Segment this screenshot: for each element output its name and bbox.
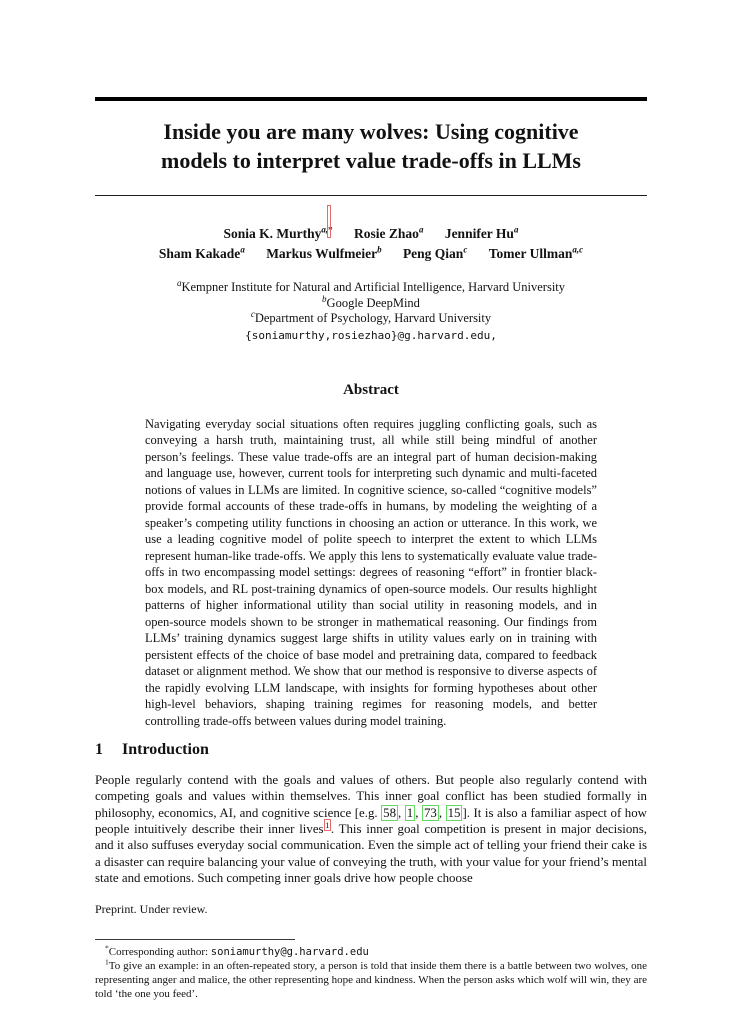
footnote-text: Corresponding author: bbox=[108, 946, 211, 959]
page-content bbox=[95, 0, 647, 1001]
intro-paragraph bbox=[95, 772, 647, 886]
affiliation-block bbox=[95, 277, 647, 344]
citation-link[interactable]: 73 bbox=[423, 805, 437, 820]
author-block bbox=[95, 224, 647, 264]
author-affiliation-letters: a, bbox=[321, 224, 329, 235]
affiliation-text: Kempner Institute for Natural and Artificial Intelligence, Harvard University bbox=[181, 280, 566, 294]
abstract-body: Navigating everyday social situations often requires juggling conflicting goals, such as conveying a harsh truth, maintaining trust, all while still being mindful of another person’s feelings. These value trade-offs are an integral part of human decision-making and language use, however, current tools for interpreting such dynamic and multi-faceted notions of values in LLMs are limited. In cognitive science, so-called “cognitive models” provide formal accounts of these trade-offs in humans, by modeling the weighting of a speaker’s competing utility functions in choosing an action or utterance. In this work, we use a leading cognitive model of polite speech to interpret the extent to which LLMs represent human-like trade-offs. We apply this lens to systematically evaluate value trade-offs in two encompassing model settings: degrees of reasoning “effort” in frontier black-box models, and RL post-training dynamics of open-source models. Our results highlight patterns of higher informational utility than social utility in reasoning models, and in open-source models shown to be stronger in mathematical reasoning. Our findings from LLMs’ training dynamics suggest large shifts in utility values early on in training with persistent effects of the choice of base model and pretraining data, compared to feedback dataset or alignment method. We show that our method is responsive to diverse aspects of the rapidly evolving LLM landscape, with insights for forming hypotheses about other high-level behaviors, shaping training regimes for reasoning models, and better controlling trade-offs between values during model training. bbox=[145, 416, 597, 728]
section-number: 1 bbox=[95, 741, 103, 759]
author-name: Peng Qian bbox=[402, 246, 464, 261]
footnote-link[interactable]: 1 bbox=[325, 819, 330, 830]
affiliation-text: Department of Psychology, Harvard University bbox=[254, 311, 492, 326]
author-affiliation-marker: c bbox=[463, 244, 468, 255]
intro-text: ]. It is also a familiar aspect of how people intuitively describe their inner lives bbox=[95, 805, 647, 836]
author-name: Jennifer Hu bbox=[444, 226, 514, 241]
section-heading-introduction bbox=[95, 740, 647, 760]
title-block bbox=[125, 117, 617, 175]
author-name: Sonia K. Murthy bbox=[223, 226, 322, 241]
paper-title: Inside you are many wolves: Using cognitive models to interpret value trade-offs in LLMs bbox=[161, 119, 581, 173]
footnote-text: To give an example: in an often-repeated story, a person is told that inside them there is a battle between two wolves, one representing anger and malice, the other representing hope and kindness. When the person asks which wolf will win, they are told ‘the one you feed’. bbox=[95, 960, 647, 1001]
author bbox=[266, 246, 381, 261]
preprint-note: Preprint. Under review. bbox=[95, 902, 208, 917]
author-emails: {soniamurthy,rosiezhao}@g.harvard.edu, bbox=[245, 329, 497, 343]
author-affiliation-marker: a bbox=[418, 224, 424, 235]
author-name: Markus Wulfmeier bbox=[266, 246, 378, 261]
affiliation-line bbox=[95, 277, 647, 296]
affiliation-line bbox=[95, 311, 647, 327]
author-affiliation-marker: a bbox=[513, 224, 519, 235]
intro-text: . This inner goal competition is present in major decisions, and it also suffuses everyday social communication. Even the simple act of telling your friend their cake is a disaster can require balancing your value of conveying the truth, with your value for your friend’s mental state and emotions. Such competing inner goals drive how people choose bbox=[95, 822, 647, 885]
author-line-2 bbox=[95, 244, 647, 264]
author bbox=[445, 226, 519, 241]
footnote-marker: 1 bbox=[105, 957, 109, 967]
footnote-rule bbox=[95, 939, 295, 940]
author-name: Tomer Ullman bbox=[488, 246, 573, 261]
abstract-heading: Abstract bbox=[343, 381, 399, 398]
citation-link[interactable]: 58 bbox=[383, 805, 397, 820]
affiliation-marker: a bbox=[176, 277, 182, 288]
footnote-block bbox=[95, 945, 647, 1001]
section-title: Introduction bbox=[122, 741, 209, 759]
author-affiliation-marker: a bbox=[240, 244, 245, 255]
citation-separator: , bbox=[438, 805, 446, 820]
corresponding-star: * bbox=[328, 224, 333, 235]
author bbox=[489, 246, 583, 261]
corresponding-author-link[interactable] bbox=[328, 225, 333, 235]
affiliation-text: Google DeepMind bbox=[326, 295, 420, 310]
citation-link[interactable]: 15 bbox=[447, 805, 461, 820]
author bbox=[354, 226, 423, 241]
author bbox=[403, 246, 467, 261]
footnote-corresponding bbox=[95, 945, 647, 959]
author-line-1 bbox=[95, 224, 647, 244]
author-affiliation-marker bbox=[321, 225, 332, 235]
affiliation-marker: b bbox=[322, 293, 327, 304]
top-rule bbox=[95, 97, 647, 101]
author-name: Sham Kakade bbox=[158, 246, 241, 261]
affiliation-marker: c bbox=[250, 309, 255, 320]
author bbox=[224, 226, 333, 241]
author-affiliation-marker: b bbox=[377, 244, 382, 255]
citation-link[interactable]: 1 bbox=[406, 805, 414, 820]
link-annotation-box bbox=[327, 205, 331, 238]
author bbox=[159, 246, 245, 261]
citation-separator: , bbox=[415, 805, 422, 820]
author-name: Rosie Zhao bbox=[354, 226, 419, 241]
footnote-ref bbox=[324, 819, 331, 831]
footnote-marker: * bbox=[105, 943, 109, 953]
intro-text: People regularly contend with the goals and values of others. But people also regularly contend with competing goals and values within themselves. This inner goal conflict has been studied formally in philosophy, economics, AI, and cognitive science [e.g. bbox=[95, 773, 647, 820]
citation-separator: , bbox=[398, 805, 405, 820]
affiliation-line bbox=[95, 293, 647, 312]
author-affiliation-marker: a,c bbox=[572, 244, 584, 255]
footnote-email: soniamurthy@g.harvard.edu bbox=[210, 946, 369, 959]
title-rule bbox=[95, 195, 647, 196]
footnote-wolves bbox=[95, 959, 647, 1001]
